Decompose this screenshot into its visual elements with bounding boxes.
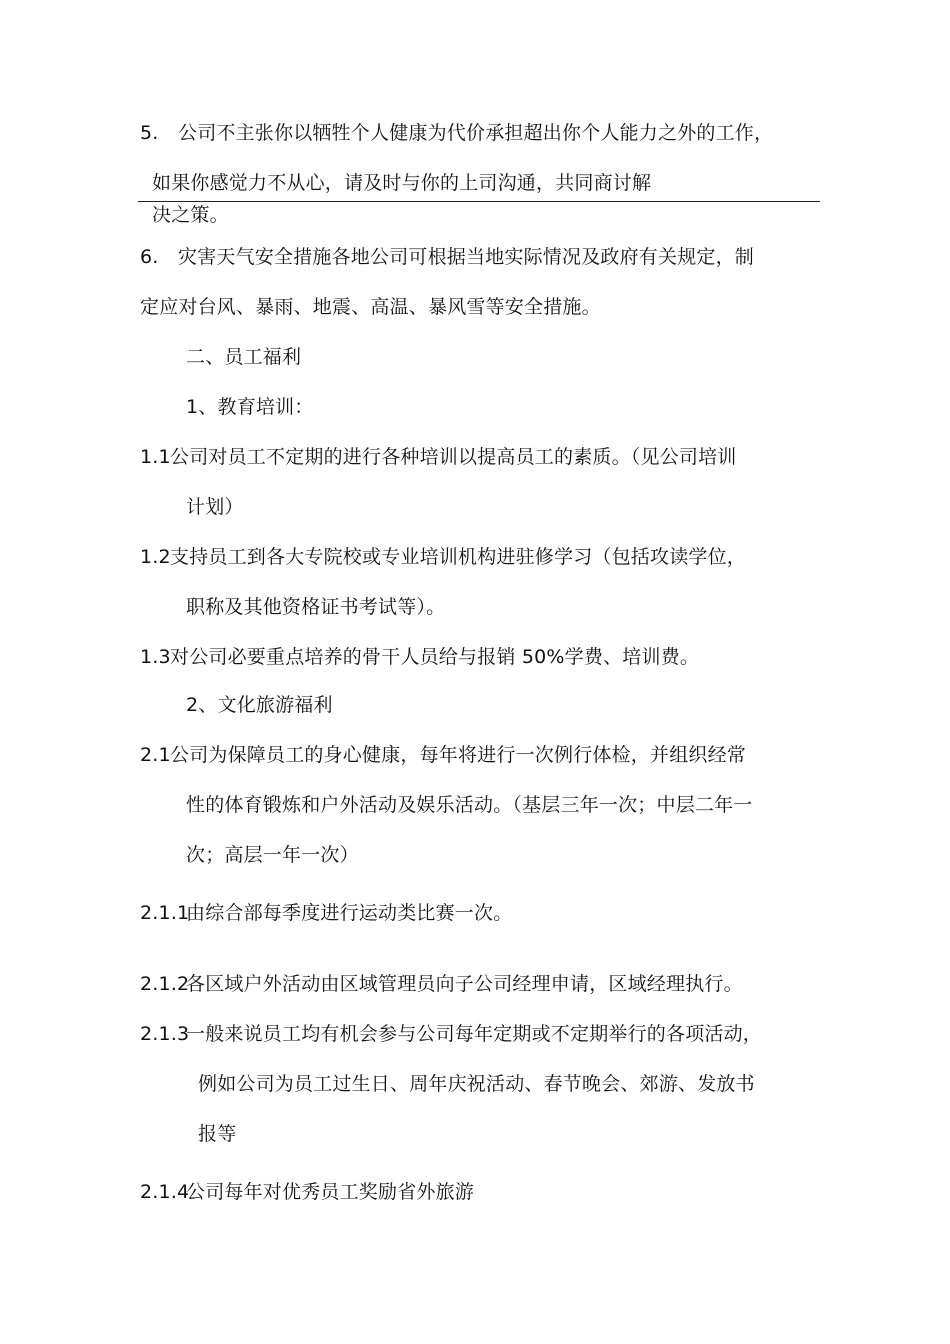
para-2-1-4-line-1: [140, 1180, 474, 1204]
para-2-1-1-number: 2.1.1: [140, 902, 190, 924]
para-1-1-line-1: [140, 445, 737, 469]
para-1-3-number: 1.3: [140, 646, 171, 668]
item-5-number: 5.: [140, 122, 159, 144]
item-6-line-1: [140, 245, 754, 269]
para-2-1-line-2: 性的体育锻炼和户外活动及娱乐活动。（基层三年一次；中层二年一: [186, 794, 753, 816]
para-2-1-3-text-1: 一般来说员工均有机会参与公司每年定期或不定期举行的各项活动，: [186, 1023, 763, 1045]
para-2-1-1-line-1: [140, 901, 512, 925]
para-2-1-line-1: [140, 743, 746, 767]
item-5-line-3: 决之策。: [152, 204, 229, 226]
subsection-1-title: 1、教育培训：: [186, 396, 314, 418]
para-2-1-3-line-2: 例如公司为员工过生日、周年庆祝活动、春节晚会、郊游、发放书: [198, 1073, 755, 1095]
para-1-2-line-2: 职称及其他资格证书考试等）。: [186, 596, 446, 618]
para-2-1-1-text-1: 由综合部每季度进行运动类比赛一次。: [186, 902, 513, 924]
item-5-line-1: [140, 121, 773, 145]
para-1-1-number: 1.1: [140, 446, 171, 468]
para-1-3-line-1: [140, 645, 699, 669]
para-1-2-text-1: 支持员工到各大专院校或专业培训机构进驻修学习（包括攻读学位，: [170, 546, 747, 568]
horizontal-rule: [138, 201, 820, 202]
para-2-1-4-text-1: 公司每年对优秀员工奖励省外旅游: [186, 1181, 475, 1203]
item-5-text-1: 公司不主张你以牺牲个人健康为代价承担超出你个人能力之外的工作，: [178, 122, 774, 144]
item-6-number: 6.: [140, 246, 159, 268]
para-2-1-3-line-1: [140, 1022, 762, 1046]
item-6-text-1: 灾害天气安全措施各地公司可根据当地实际情况及政府有关规定，制: [178, 246, 755, 268]
para-2-1-text-1: 公司为保障员工的身心健康，每年将进行一次例行体检，并组织经常: [170, 744, 747, 766]
para-2-1-2-text-1: 各区域户外活动由区域管理员向子公司经理申请，区域经理执行。: [186, 973, 743, 995]
para-1-3-text-1: 对公司必要重点培养的骨干人员给与报销 50%学费、培训费。: [170, 646, 700, 668]
para-2-1-4-number: 2.1.4: [140, 1181, 190, 1203]
para-2-1-number: 2.1: [140, 744, 171, 766]
para-1-1-line-2: 计划）: [186, 496, 244, 518]
para-2-1-2-number: 2.1.2: [140, 973, 190, 995]
para-1-2-line-1: [140, 545, 746, 569]
subsection-2-title: 2、文化旅游福利: [186, 694, 333, 716]
para-2-1-2-line-1: [140, 972, 743, 996]
para-2-1-3-line-3: 报等: [198, 1123, 237, 1145]
section-2-title: 二、员工福利: [186, 346, 302, 368]
item-6-line-2: 定应对台风、暴雨、地震、高温、暴风雪等安全措施。: [140, 296, 601, 318]
item-5-line-2: 如果你感觉力不从心，请及时与你的上司沟通，共同商讨解: [152, 172, 652, 194]
para-1-1-text-1: 公司对员工不定期的进行各种培训以提高员工的素质。（见公司培训: [170, 446, 737, 468]
para-2-1-3-number: 2.1.3: [140, 1023, 190, 1045]
para-1-2-number: 1.2: [140, 546, 171, 568]
para-2-1-line-3: 次；高层一年一次）: [186, 844, 359, 866]
